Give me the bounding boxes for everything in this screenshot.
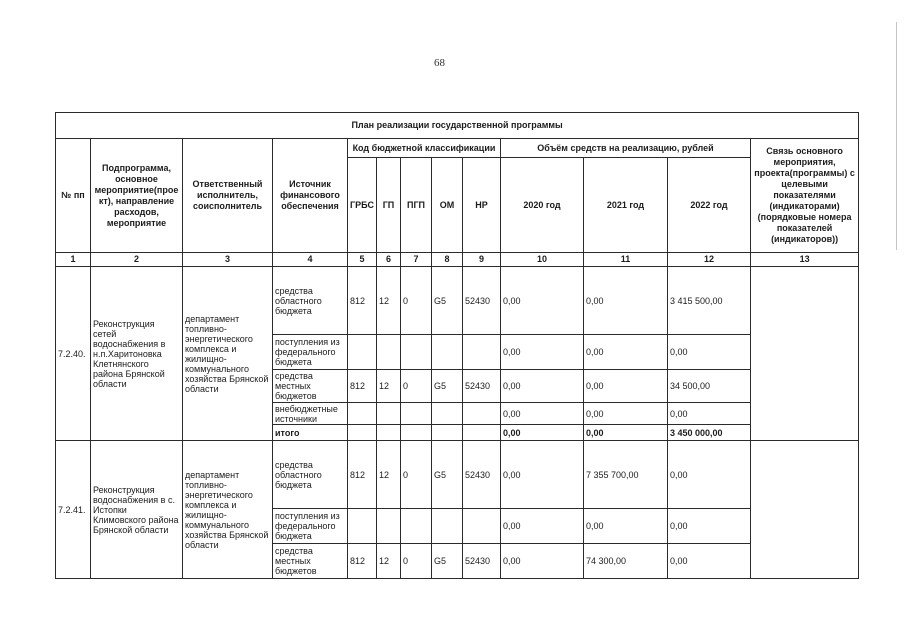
code-nr: 52430 <box>463 267 501 335</box>
item-responsible: департамент топливно-энергетического комплекса и жилищно-коммунального хозяйства Брянской области <box>183 441 273 579</box>
header-2022: 2022 год <box>668 158 751 253</box>
code-gp <box>377 425 401 441</box>
amount-2020: 0,00 <box>501 403 584 425</box>
column-number: 12 <box>668 253 751 267</box>
code-om <box>432 425 463 441</box>
code-gp <box>377 335 401 370</box>
amount-2022: 3 415 500,00 <box>668 267 751 335</box>
amount-2022: 0,00 <box>668 509 751 544</box>
code-grbs: 812 <box>348 441 377 509</box>
code-om: G5 <box>432 267 463 335</box>
code-om: G5 <box>432 441 463 509</box>
code-gp <box>377 509 401 544</box>
amount-2022: 3 450 000,00 <box>668 425 751 441</box>
code-pgp <box>401 403 432 425</box>
funding-source: средства местных бюджетов <box>273 544 348 579</box>
code-grbs <box>348 403 377 425</box>
column-number: 7 <box>401 253 432 267</box>
amount-2020: 0,00 <box>501 544 584 579</box>
funding-source: поступления из федерального бюджета <box>273 509 348 544</box>
code-pgp: 0 <box>401 267 432 335</box>
code-gp: 12 <box>377 267 401 335</box>
column-number: 4 <box>273 253 348 267</box>
item-number: 7.2.40. <box>56 267 91 441</box>
table-row <box>56 267 859 335</box>
amount-2021: 0,00 <box>584 509 668 544</box>
column-number: 11 <box>584 253 668 267</box>
amount-2021: 0,00 <box>584 335 668 370</box>
code-pgp: 0 <box>401 441 432 509</box>
item-number: 7.2.41. <box>56 441 91 579</box>
amount-2021: 0,00 <box>584 425 668 441</box>
header-grbs: ГРБС <box>348 158 377 253</box>
amount-2020: 0,00 <box>501 425 584 441</box>
item-responsible: департамент топливно-энергетического комплекса и жилищно-коммунального хозяйства Брянской области <box>183 267 273 441</box>
code-nr: 52430 <box>463 544 501 579</box>
amount-2020: 0,00 <box>501 370 584 403</box>
column-number: 13 <box>751 253 859 267</box>
amount-2021: 0,00 <box>584 403 668 425</box>
header-responsible: Ответственный исполнитель, соисполнитель <box>183 139 273 253</box>
code-gp: 12 <box>377 544 401 579</box>
header-2021: 2021 год <box>584 158 668 253</box>
code-nr <box>463 335 501 370</box>
code-grbs: 812 <box>348 267 377 335</box>
amount-2020: 0,00 <box>501 335 584 370</box>
column-number: 10 <box>501 253 584 267</box>
amount-2022: 0,00 <box>668 441 751 509</box>
amount-2020: 0,00 <box>501 509 584 544</box>
column-number: 2 <box>91 253 183 267</box>
code-pgp: 0 <box>401 544 432 579</box>
funding-source: внебюджетные источники <box>273 403 348 425</box>
code-om: G5 <box>432 370 463 403</box>
funding-source: поступления из федерального бюджета <box>273 335 348 370</box>
header-om: ОМ <box>432 158 463 253</box>
code-gp <box>377 403 401 425</box>
amount-2021: 0,00 <box>584 370 668 403</box>
code-nr <box>463 509 501 544</box>
item-name: Реконструкция водоснабжения в с. Истопки Климовского района Брянской области <box>91 441 183 579</box>
table-row <box>56 441 859 509</box>
header-subprogram: Подпрограмма, основное мероприятие(проект), направление расходов, мероприятие <box>91 139 183 253</box>
column-number: 3 <box>183 253 273 267</box>
header-indicator-link: Связь основного мероприятия, проекта(программы) с целевыми показателями (индикаторами) (порядковые номера показателей (индикаторов)) <box>751 139 859 253</box>
funding-source: средства местных бюджетов <box>273 370 348 403</box>
header-nr: НР <box>463 158 501 253</box>
funding-source: средства областного бюджета <box>273 267 348 335</box>
indicator-link <box>751 267 859 441</box>
code-grbs: 812 <box>348 370 377 403</box>
header-source: Источник финансового обеспечения <box>273 139 348 253</box>
code-om <box>432 509 463 544</box>
amount-2021: 74 300,00 <box>584 544 668 579</box>
code-nr: 52430 <box>463 370 501 403</box>
program-plan-table <box>55 112 859 579</box>
page-number: 68 <box>434 57 445 69</box>
table-title: План реализации государственной программы <box>56 113 859 139</box>
header-gp: ГП <box>377 158 401 253</box>
code-om <box>432 403 463 425</box>
code-pgp <box>401 335 432 370</box>
amount-2022: 0,00 <box>668 544 751 579</box>
code-grbs <box>348 425 377 441</box>
funding-source: средства областного бюджета <box>273 441 348 509</box>
code-nr <box>463 425 501 441</box>
scan-edge-line <box>896 22 897 250</box>
amount-2021: 7 355 700,00 <box>584 441 668 509</box>
code-pgp <box>401 509 432 544</box>
code-grbs: 812 <box>348 544 377 579</box>
column-number: 9 <box>463 253 501 267</box>
column-number: 8 <box>432 253 463 267</box>
funding-source: итого <box>273 425 348 441</box>
code-grbs <box>348 335 377 370</box>
amount-2022: 0,00 <box>668 335 751 370</box>
header-budget-code: Код бюджетной классификации <box>348 139 501 158</box>
header-pgp: ПГП <box>401 158 432 253</box>
code-grbs <box>348 509 377 544</box>
amount-2020: 0,00 <box>501 267 584 335</box>
code-pgp <box>401 425 432 441</box>
amount-2022: 34 500,00 <box>668 370 751 403</box>
indicator-link <box>751 441 859 579</box>
item-name: Реконструкция сетей водоснабжения в н.п.Харитоновка Клетнянского района Брянской области <box>91 267 183 441</box>
amount-2022: 0,00 <box>668 403 751 425</box>
code-pgp: 0 <box>401 370 432 403</box>
header-num: № пп <box>56 139 91 253</box>
code-nr <box>463 403 501 425</box>
amount-2020: 0,00 <box>501 441 584 509</box>
header-funds: Объём средств на реализацию, рублей <box>501 139 751 158</box>
code-om: G5 <box>432 544 463 579</box>
code-om <box>432 335 463 370</box>
column-number: 1 <box>56 253 91 267</box>
column-number: 5 <box>348 253 377 267</box>
amount-2021: 0,00 <box>584 267 668 335</box>
header-2020: 2020 год <box>501 158 584 253</box>
column-number: 6 <box>377 253 401 267</box>
code-nr: 52430 <box>463 441 501 509</box>
code-gp: 12 <box>377 441 401 509</box>
code-gp: 12 <box>377 370 401 403</box>
